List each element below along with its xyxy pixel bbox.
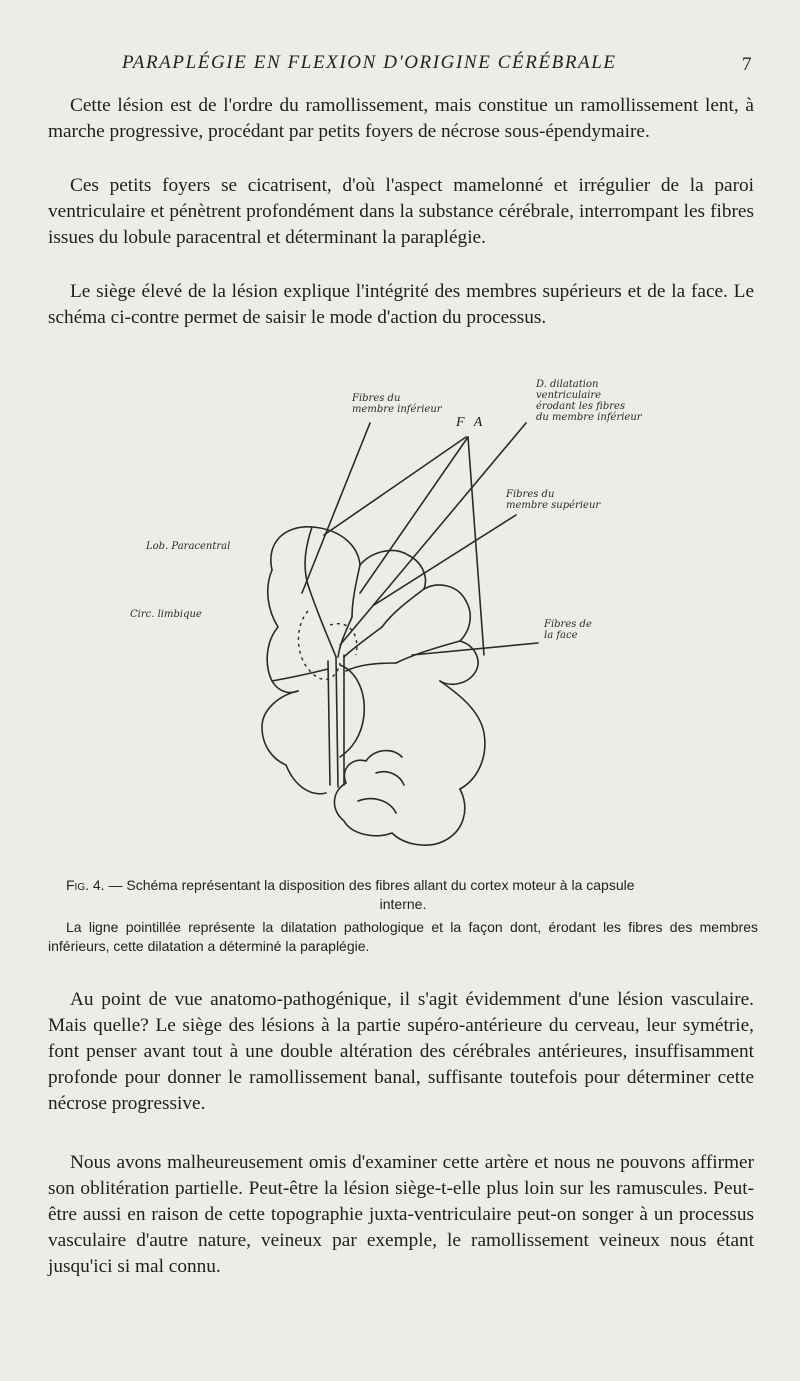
paragraph-4: Au point de vue anatomo-pathogénique, il s'agit évidemment d'une lésion vasculaire. Mais quelle? Le siège des lésions à la partie supéro-antérieure du cerveau, leur symétrie, font penser avant tout à une double altération des cérébrales antérieures, insuffisamment profonde pour donner le ramollissement banal, suffisante toutefois pour déterminer cette nécrose progressive.	[48, 989, 754, 1114]
figure-label: Fig. 4.	[66, 877, 105, 893]
paragraph-2: Ces petits foyers se cicatrisent, d'où l'aspect mamelonné et irrégulier de la paroi ventriculaire et pénètrent profondément dans la substance cérébrale, interrompant les fibres issues du lobule paracentral et déterminant la paraplégie.	[48, 175, 754, 248]
fibre-fan-3	[344, 627, 382, 657]
label-line: Fibres de	[544, 619, 592, 630]
fibre-fan-1	[308, 585, 336, 657]
pointer-membre-superieur	[374, 515, 516, 605]
temporal-lobe	[440, 681, 485, 789]
label-line: membre supérieur	[506, 500, 601, 511]
label-fa: F A	[456, 415, 486, 430]
capsule-line-2	[336, 657, 338, 787]
dilatation-dotted-line	[298, 611, 340, 679]
caption-line-1b: interne.	[379, 896, 427, 912]
label-line: D. dilatation	[536, 379, 599, 390]
paragraph-1: Cette lésion est de l'ordre du ramollissement, mais constitue un ramollissement lent, à marche progressive, procédant par petits foyers de nécrose sous-épendymaire.	[48, 95, 754, 142]
label-line: ventriculaire	[536, 390, 602, 401]
label-line: membre inférieur	[352, 404, 442, 415]
lower-lobe	[334, 751, 464, 846]
label-line: Fibres du	[352, 393, 401, 404]
label-dilatation	[536, 379, 642, 423]
inner-fold-1	[358, 799, 396, 813]
page-number: 7	[742, 54, 752, 75]
gyrus-left	[267, 570, 298, 693]
sulcus-3	[382, 589, 424, 627]
brain-schema-drawing	[40, 365, 760, 875]
inner-fold-2	[376, 772, 404, 785]
paragraph-3: Le siège élevé de la lésion explique l'intégrité des membres supérieurs et de la face. Le schéma ci-contre permet de saisir le mode d'action du processus.	[48, 281, 754, 328]
caption-line-2: La ligne pointillée représente la dilatation pathologique et la façon dont, érodant les fibres des membres inférieurs, cette dilatation a déterminé la paraplégie.	[48, 919, 758, 954]
pointer-dilatation	[340, 423, 526, 645]
fibre-fan-5	[272, 669, 328, 681]
paragraph-5: Nous avons malheureusement omis d'examiner cette artère et nous ne pouvons affirmer son oblitération partielle. Peut-être la lésion siège-t-elle plus loin sur les ramuscules. Peut-être aussi en raison de cette topographie juxta-ventriculaire peut-on songer à un processus vasculaire d'autre nature, veineux par exemple, le ramollissement veineux nous étant jusqu'ici si mal connu.	[48, 1152, 754, 1277]
caption-line-1	[48, 876, 758, 895]
label-circ-limbique: Circ. limbique	[130, 609, 202, 620]
fibre-fan-4	[346, 663, 396, 671]
label-line: du membre inférieur	[536, 412, 642, 423]
label-lob-paracentral: Lob. Paracentral	[146, 541, 231, 552]
label-fibres-membre-inferieur	[352, 393, 442, 415]
caption-text-1: — Schéma représentant la disposition des fibres allant du cortex moteur à la capsule	[104, 877, 635, 893]
label-fibres-face	[544, 619, 592, 641]
figure-brain-schema	[40, 365, 760, 875]
label-line: érodant les fibres	[536, 401, 626, 412]
label-fibres-membre-superieur	[506, 489, 600, 511]
label-line: la face	[544, 630, 578, 641]
pointer-fa-2	[360, 437, 468, 593]
gyrus-lower-left	[262, 691, 326, 794]
label-line: Fibres du	[506, 489, 555, 500]
page-header	[0, 52, 800, 82]
sulcus-2	[352, 565, 360, 617]
figure-caption	[48, 876, 758, 956]
running-title: PARAPLÉGIE EN FLEXION D'ORIGINE CÉRÉBRALE	[122, 52, 617, 73]
